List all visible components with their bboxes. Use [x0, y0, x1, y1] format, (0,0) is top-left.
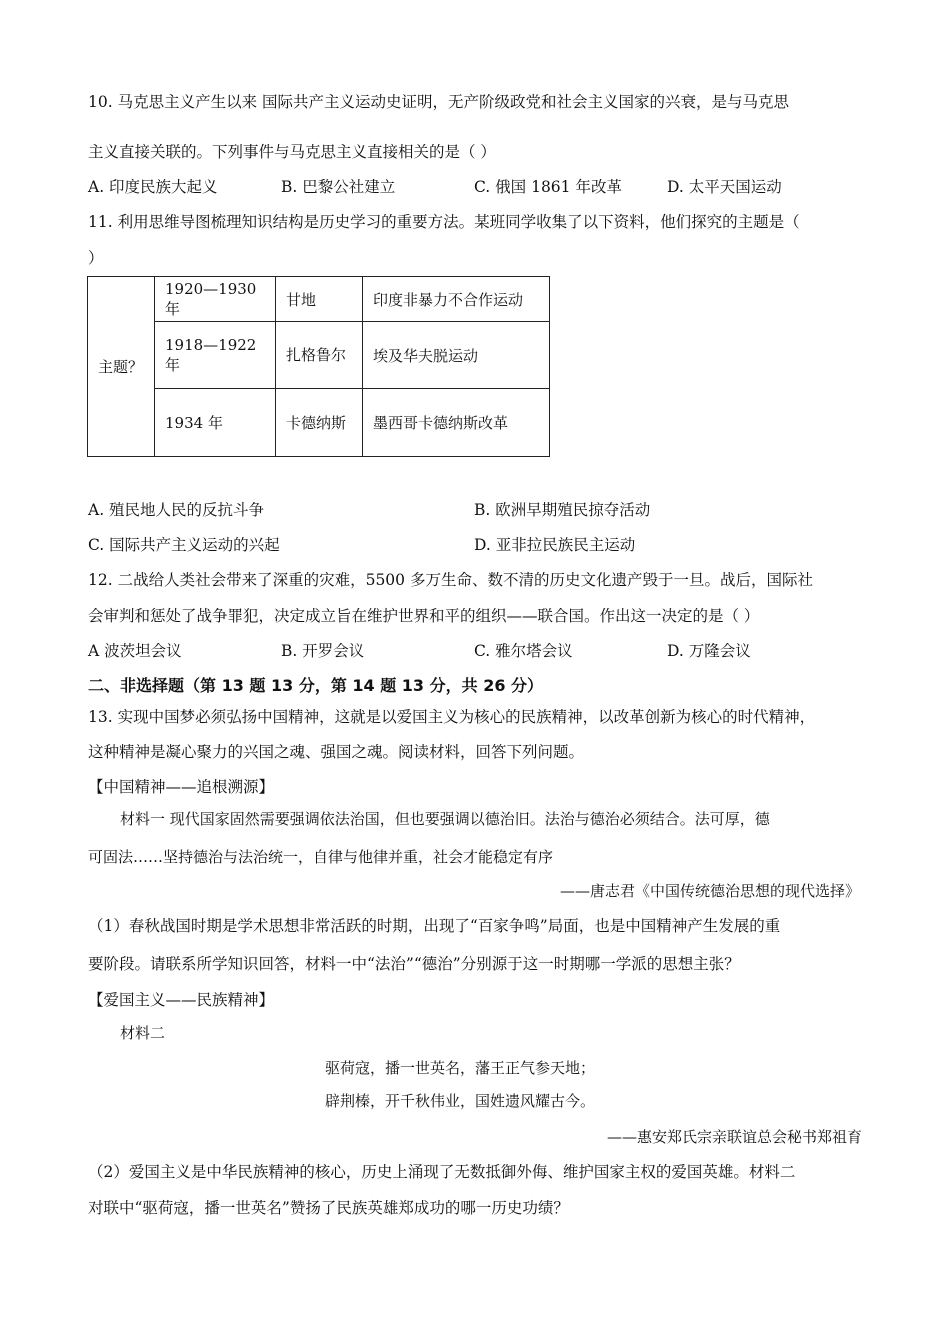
q12-option-d[interactable]: D. 万隆会议	[667, 642, 751, 660]
years-cell: 1918—1922 年	[155, 322, 276, 389]
q12-option-b[interactable]: B. 开罗会议	[281, 642, 365, 660]
q13-sub2-line2: 对联中“驱荷寇，播一世英名”赞扬了民族英雄郑成功的哪一历史功绩？	[88, 1199, 569, 1217]
q11-stem-line1: 11. 利用思维导图梳理知识结构是历史学习的重要方法。某班同学收集了以下资料，他们探究的主题是（	[88, 213, 800, 231]
q12-option-c[interactable]: C. 雅尔塔会议	[474, 642, 573, 660]
q11-option-b[interactable]: B. 欧洲早期殖民掠夺活动	[474, 501, 651, 519]
mind-map-table	[87, 276, 550, 457]
q11-stem-line2: ）	[88, 249, 104, 267]
material2-label: 材料二	[120, 1024, 166, 1042]
table-row	[88, 389, 550, 457]
section-heading: 二、非选择题（第 13 题 13 分，第 14 题 13 分，共 26 分）	[88, 676, 544, 695]
q13-stem-line1: 13. 实现中国梦必须弘扬中国精神，这就是以爱国主义为核心的民族精神，以改革创新为核心的时代精神，	[88, 708, 816, 726]
event-cell: 印度非暴力不合作运动	[363, 277, 550, 322]
q12-stem-line1: 12. 二战给人类社会带来了深重的灾难，5500 多万生命、数不清的历史文化遗产毁于一旦。战后，国际社	[88, 571, 813, 589]
q11-option-d[interactable]: D. 亚非拉民族民主运动	[474, 536, 636, 554]
material1-line1: 材料一 现代国家固然需要强调依法治国，但也要强调以德治旧。法治与德治必须结合。法可厚，德	[120, 810, 770, 828]
couplet-line1: 驱荷寇，播一世英名，藩王正气参天地；	[325, 1059, 596, 1077]
q13-sub1-line1: （1）春秋战国时期是学术思想非常活跃的时期，出现了“百家争鸣”局面，也是中国精神产生发展的重	[88, 917, 781, 935]
part1-heading: 【中国精神——追根溯源】	[88, 778, 275, 796]
years-cell: 1934 年	[155, 389, 276, 457]
q13-sub2-line1: （2）爱国主义是中华民族精神的核心，历史上涌现了无数抵御外侮、维护国家主权的爱国英雄。材料二	[88, 1163, 796, 1181]
material1-line2: 可固法……坚持德治与法治统一，自律与他律并重，社会才能稳定有序	[88, 848, 554, 866]
person-cell: 扎格鲁尔	[276, 322, 363, 389]
person-cell: 卡德纳斯	[276, 389, 363, 457]
material2-source: ——惠安郑氏宗亲联谊总会秘书郑祖育	[606, 1128, 862, 1146]
part2-heading: 【爱国主义——民族精神】	[88, 991, 275, 1009]
q10-stem-line1: 10. 马克思主义产生以来 国际共产主义运动史证明，无产阶级政党和社会主义国家的兴衰，是与马克思	[88, 93, 790, 111]
topic-cell: 主题？	[88, 277, 155, 457]
q10-option-b[interactable]: B. 巴黎公社建立	[281, 178, 396, 196]
table-row	[88, 322, 550, 389]
q10-option-c[interactable]: C. 俄国 1861 年改革	[474, 178, 622, 196]
q12-option-a[interactable]: A 波茨坦会议	[88, 642, 182, 660]
table-row	[88, 277, 550, 322]
event-cell: 埃及华夫脱运动	[363, 322, 550, 389]
material1-source: ——唐志君《中国传统德治思想的现代选择》	[559, 882, 860, 900]
q13-stem-line2: 这种精神是凝心聚力的兴国之魂、强国之魂。阅读材料，回答下列问题。	[88, 743, 585, 761]
q10-option-a[interactable]: A. 印度民族大起义	[88, 178, 218, 196]
q10-option-d[interactable]: D. 太平天国运动	[667, 178, 782, 196]
q11-option-c[interactable]: C. 国际共产主义运动的兴起	[88, 536, 280, 554]
event-cell: 墨西哥卡德纳斯改革	[363, 389, 550, 457]
q10-stem-line2: 主义直接关联的。下列事件与马克思主义直接相关的是（ ）	[88, 143, 496, 161]
q13-sub1-line2: 要阶段。请联系所学知识回答，材料一中“法治”“德治”分别源于这一时期哪一学派的思想主张？	[88, 955, 740, 973]
years-cell: 1920—1930 年	[155, 277, 276, 322]
couplet-line2: 辟荆榛，开千秋伟业，国姓遗风耀古今。	[325, 1092, 596, 1110]
q12-stem-line2: 会审判和惩处了战争罪犯，决定成立旨在维护世界和平的组织——联合国。作出这一决定的是（ ）	[88, 607, 760, 625]
q11-option-a[interactable]: A. 殖民地人民的反抗斗争	[88, 501, 265, 519]
person-cell: 甘地	[276, 277, 363, 322]
